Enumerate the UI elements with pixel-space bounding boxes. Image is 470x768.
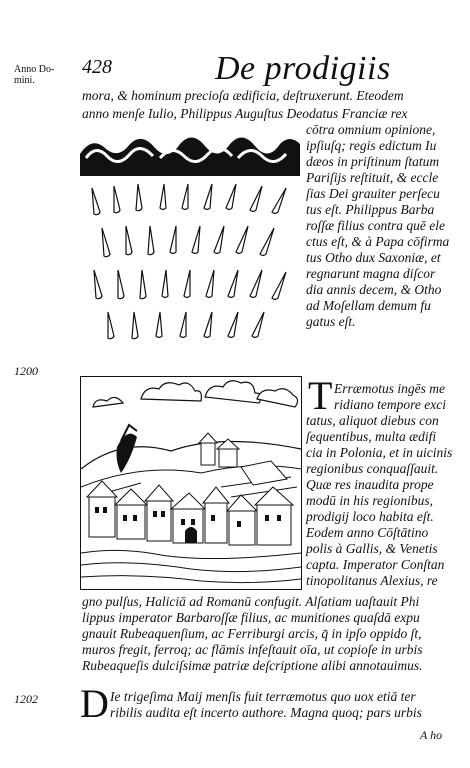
page-number: 428 bbox=[82, 56, 112, 78]
text-line: gno pulſus, Haliciā ad Romanū confugit. Alſatiam uaſtauit Phi bbox=[82, 594, 420, 609]
text-line: Pariſijs reſtituit, & eccle bbox=[306, 170, 439, 185]
text-line: tinopolitanus Alexius, re bbox=[306, 573, 438, 588]
text-line: dæos in priſtinum ſtatum bbox=[306, 154, 440, 169]
text-column-right-3 bbox=[306, 413, 452, 589]
text-line: regionibus conquaſſauit. bbox=[306, 461, 439, 476]
raining-sky-illustration bbox=[80, 128, 300, 350]
text-line: muros fregit, ferroq; ac flāmis infeſtauit oīa, ut copioſe in urbis bbox=[82, 642, 423, 657]
catchword: A ho bbox=[420, 728, 443, 742]
drop-cap: D bbox=[80, 681, 109, 726]
text-line: ſias Dei grauiter perſecu bbox=[306, 186, 440, 201]
text-column-right-2 bbox=[334, 381, 446, 413]
text-line: regnarunt magna diſcor bbox=[306, 266, 436, 281]
drop-cap: T bbox=[308, 373, 333, 418]
text-line: anno menſe Iulio, Philippus Auguſtus Deodatus Franciæ rex bbox=[82, 106, 408, 121]
text-line: gatus eſt. bbox=[306, 314, 356, 329]
text-column-right-1 bbox=[306, 122, 449, 330]
text-line: Ie trigeſima Maij menſis fuit terræmotus quo uox etiā ter bbox=[110, 689, 416, 704]
text-line: ipſiuſq; regis edictum Iu bbox=[306, 138, 437, 153]
earthquake-town-illustration bbox=[81, 377, 301, 589]
woodcut-earthquake-town bbox=[80, 376, 302, 590]
text-line: mora, & hominum precioſa ædificia, deſtruxerunt. Eteodem bbox=[82, 88, 404, 103]
text-line: Quæ res inaudita prope bbox=[306, 477, 434, 492]
text-line: ribilis audita eſt incerto authore. Magna quoq; pars urbis bbox=[110, 705, 422, 720]
text-line: Erræmotus ingēs me bbox=[334, 381, 445, 396]
text-line: dia annis decem, & Otho bbox=[306, 282, 442, 297]
text-line: tus Otho dux Saxoniæ, et bbox=[306, 250, 441, 265]
text-line: Eodem anno Cōſtātino bbox=[306, 525, 429, 540]
text-line: tus eſt. Philippus Barba bbox=[306, 202, 435, 217]
text-line: cia in Polonia, et in uicinis bbox=[306, 445, 453, 460]
text-line: prodigij loco habita eſt. bbox=[306, 509, 434, 524]
text-line: cōtra omnium opinione, bbox=[306, 122, 436, 137]
text-line: ad Moſellam demum fu bbox=[306, 298, 431, 313]
text-line: tatus, aliquot diebus con bbox=[306, 413, 439, 428]
running-title: De prodigiis bbox=[215, 50, 391, 87]
text-line: lippus imperator Barbaroſſæ filius, ac munitiones quaſdā expu bbox=[82, 610, 420, 625]
text-line: ridiano tempore exci bbox=[334, 397, 446, 412]
text-block-full-width bbox=[82, 594, 423, 674]
margin-year: 1200 bbox=[14, 364, 38, 378]
text-line: ſequentibus, multa ædifi bbox=[306, 429, 437, 444]
text-line: capta. Imperator Conſtan bbox=[306, 557, 445, 572]
text-line: ctus eſt, & à Papa cōfirma bbox=[306, 234, 450, 249]
margin-note-anno-domini: Anno Do- mini. bbox=[14, 64, 55, 86]
text-line: modū in his regionibus, bbox=[306, 493, 434, 508]
woodcut-raining-sky bbox=[80, 128, 300, 350]
text-line: polis à Gallis, & Venetis bbox=[306, 541, 438, 556]
margin-year: 1202 bbox=[14, 692, 38, 706]
text-line: Rubeaqueſis dulciſsimæ patriæ deſcriptione alibi annotauimus. bbox=[82, 658, 423, 673]
text-line: gnauit Rubeaquenſium, ac Ferriburgi arcis, q̄ in ipſo oppido ſt, bbox=[82, 626, 422, 641]
text-line: roſſæ filius contra quē ele bbox=[306, 218, 445, 233]
